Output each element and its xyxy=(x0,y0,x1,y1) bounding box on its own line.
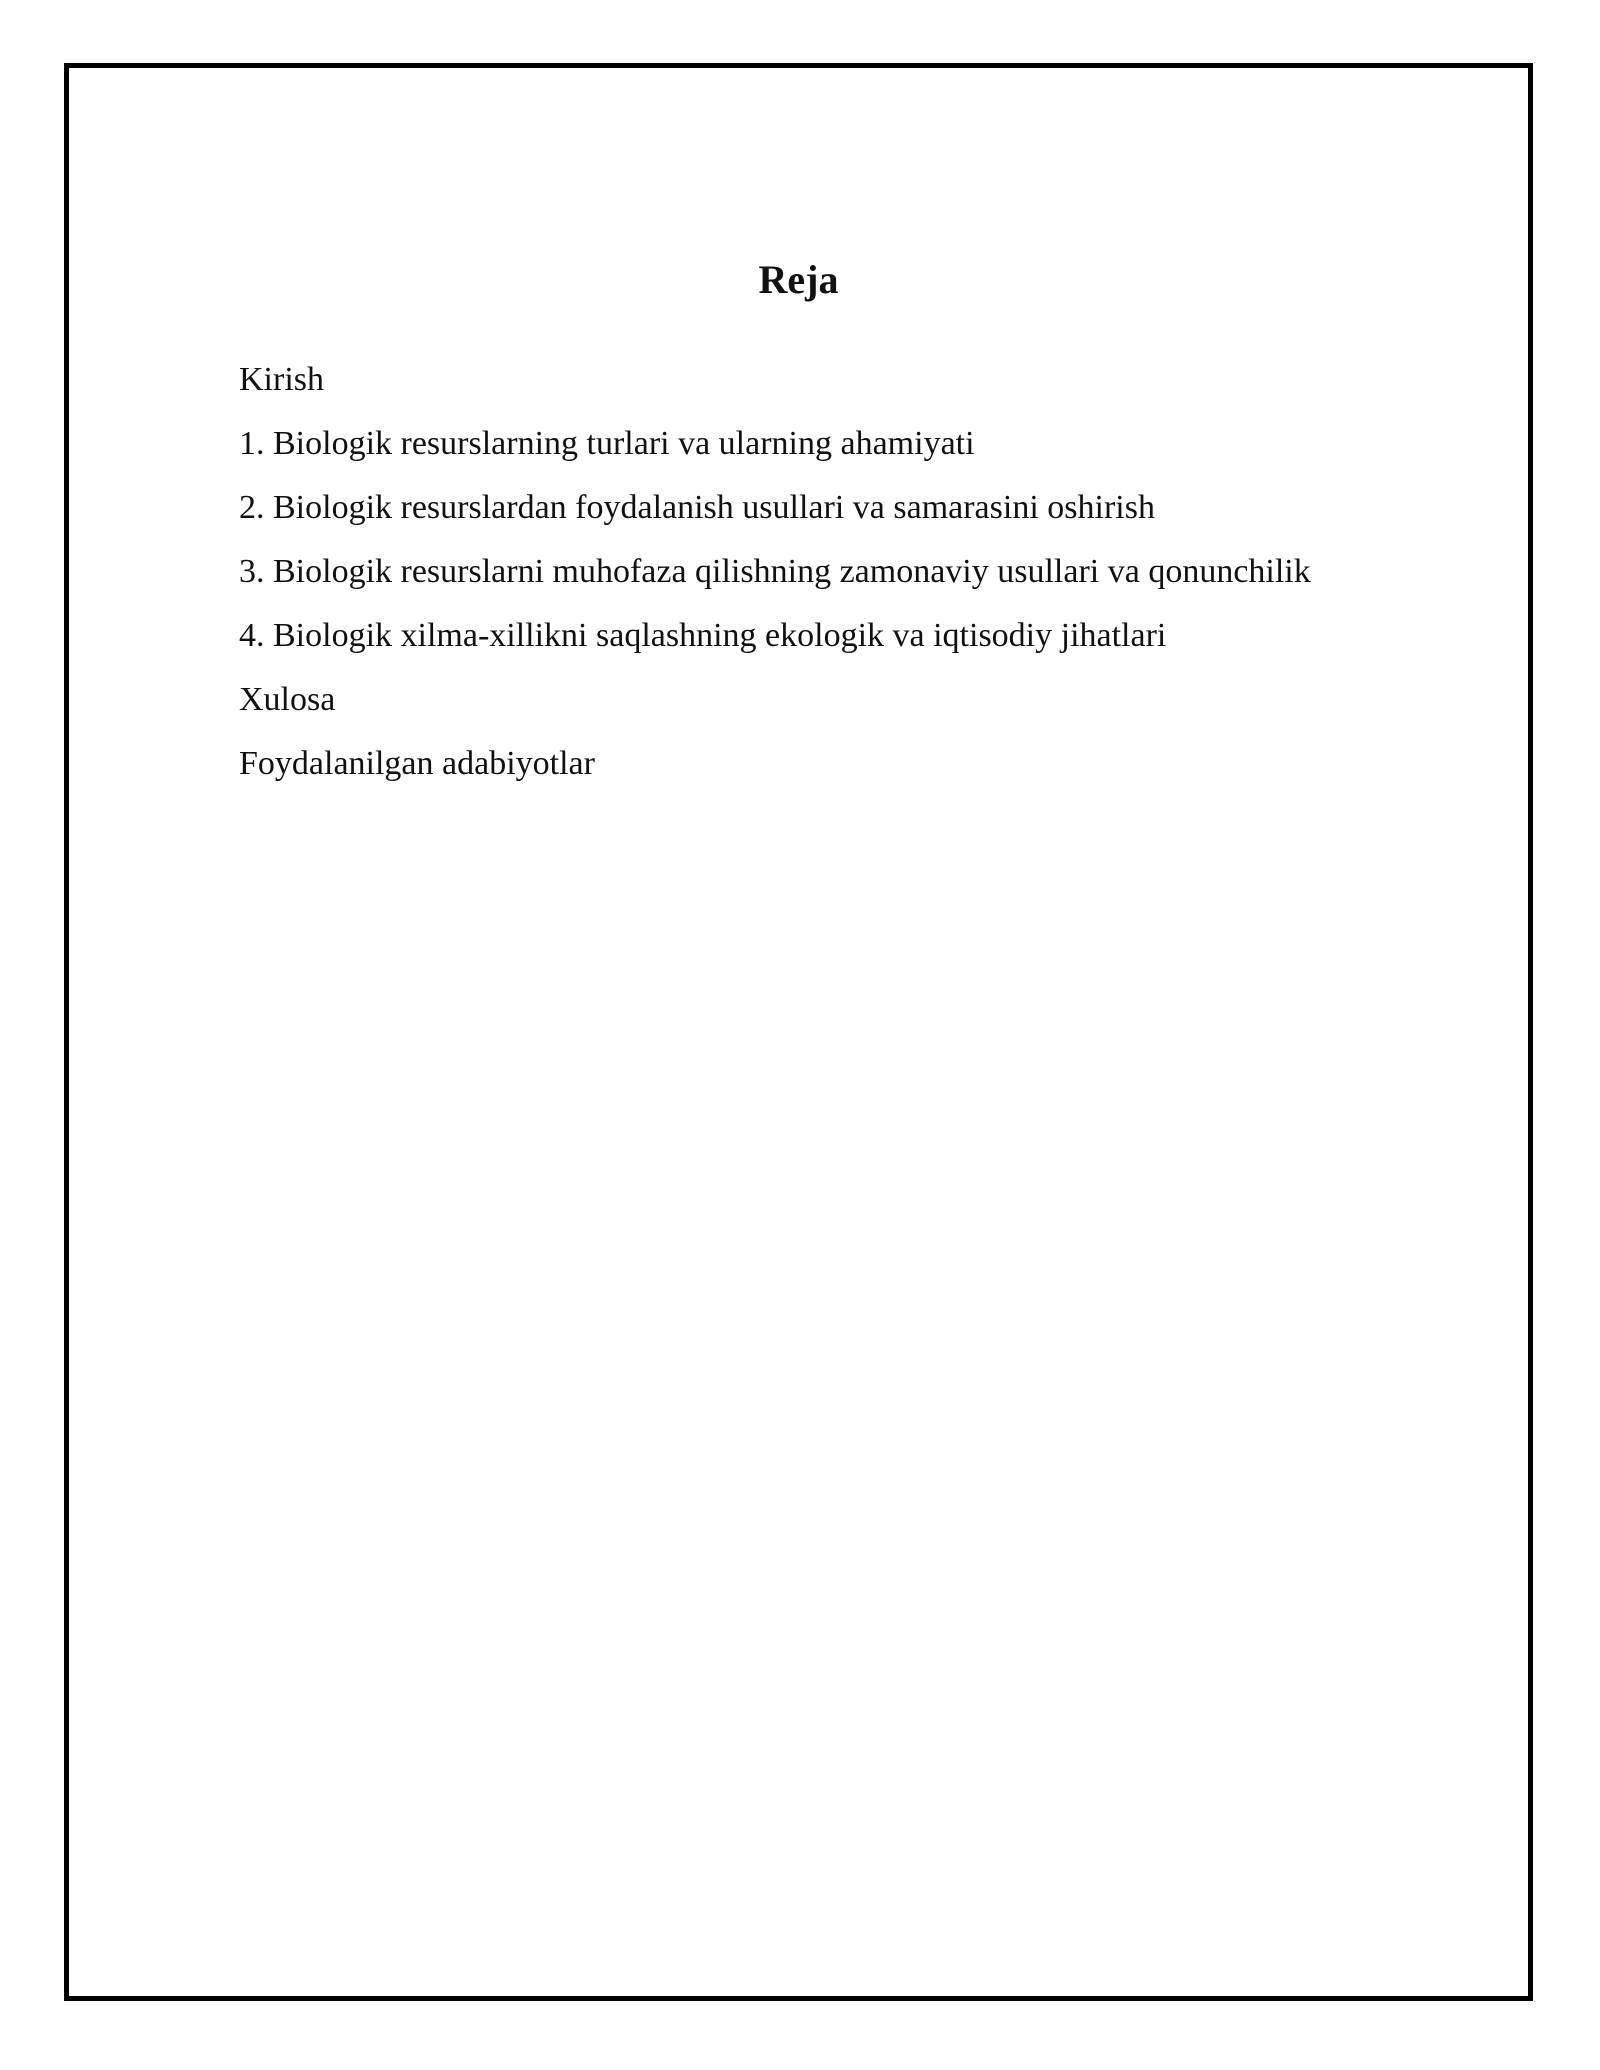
plan-item-1: 1. Biologik resurslarning turlari va ularning ahamiyati xyxy=(239,425,975,462)
page-title: Reja xyxy=(758,257,839,302)
plan-list xyxy=(239,355,1319,803)
plan-item-2: 2. Biologik resurslardan foydalanish usullari va samarasini oshirish xyxy=(239,489,1155,526)
plan-item-3: 3. Biologik resurslarni muhofaza qilishning zamonaviy usullari va qonunchilik xyxy=(239,553,1311,590)
page-border xyxy=(64,63,1533,2001)
plan-item-4: 4. Biologik xilma-xillikni saqlashning ekologik va iqtisodiy jihatlari xyxy=(239,617,1167,654)
plan-item-conclusion: Xulosa xyxy=(239,681,336,718)
plan-item-references: Foydalanilgan adabiyotlar xyxy=(239,745,595,782)
plan-item-introduction: Kirish xyxy=(239,361,324,398)
